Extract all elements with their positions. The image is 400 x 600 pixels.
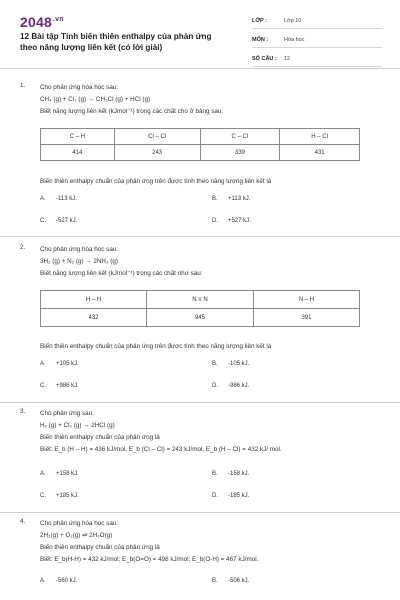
bond-energy-table (40, 290, 360, 327)
table-row (41, 309, 360, 327)
table-header-row (41, 291, 360, 309)
meta-value: 12 (284, 56, 291, 62)
question-body (40, 408, 380, 456)
question-intro: Cho phản ứng hóa học sau: (40, 520, 119, 527)
bond-energy-table (40, 128, 360, 161)
option-b[interactable] (212, 578, 249, 584)
question-intro: Cho phản ứng hóa học sau: (40, 84, 119, 91)
option-letter: A. (40, 471, 46, 477)
question-body (40, 518, 380, 566)
option-letter: B. (212, 361, 218, 367)
option-text: -113 kJ. (56, 196, 77, 202)
option-text: -560 kJ. (56, 578, 78, 584)
table-cell: 414 (41, 145, 115, 161)
option-letter: B. (212, 471, 218, 477)
option-text: -158 kJ. (228, 471, 250, 477)
option-text: -105 kJ. (228, 361, 250, 367)
option-letter: C. (40, 383, 46, 389)
table-cell: H – H (41, 291, 147, 309)
option-letter: B. (212, 578, 218, 584)
question-prompt: Biến thiên enthalpy chuẩn của phản ứng trên được tính theo năng lượng liên kết là (40, 343, 272, 350)
question-number: 2. (20, 244, 26, 251)
option-text: -527 kJ. (56, 218, 78, 224)
option-d[interactable] (212, 493, 249, 499)
question-intro: Cho phản ứng hóa học sau: (40, 246, 119, 253)
option-c[interactable] (40, 383, 79, 389)
table-cell: 243 (114, 145, 200, 161)
option-a[interactable] (40, 471, 79, 477)
table-cell: N – H (254, 291, 360, 309)
option-text: -986 kJ. (228, 383, 250, 389)
question-number: 3. (20, 408, 26, 415)
option-c[interactable] (40, 493, 79, 499)
logo-text: 2048 (20, 14, 52, 30)
table-cell: 431 (280, 145, 360, 161)
document-title: 12 Bài tập Tính biến thiên enthalpy của phản ứng theo năng lượng liên kết (có lời giải) (20, 32, 212, 52)
question-prompt: Biến thiên enthalpy chuẩn của phản ứng là (40, 544, 160, 551)
logo-suffix: .vn (52, 16, 64, 24)
meta-value: Hóa học (284, 37, 305, 43)
option-letter: D. (212, 383, 218, 389)
table-cell: H – Cl (280, 129, 360, 145)
option-text: +527 kJ. (228, 218, 251, 224)
option-text: +185 kJ. (56, 493, 79, 499)
option-text: +113 kJ. (228, 196, 251, 202)
document-meta (252, 14, 382, 71)
option-letter: D. (212, 218, 218, 224)
given-data: Biết: E_b (H – H) = 436 kJ/mol, E_b (Cl – Cl) = 243 kJ/mol, E_b (H – Cl) = 432 kJ/ mol. (40, 446, 282, 453)
option-b[interactable] (212, 361, 249, 367)
question-prompt: Biến thiên enthalpy chuẩn của phản ứng trên được tính theo năng lượng liên kết là (40, 178, 272, 185)
option-letter: B. (212, 196, 218, 202)
option-c[interactable] (40, 218, 77, 224)
meta-row-count (252, 52, 382, 67)
table-cell: C – H (41, 129, 115, 145)
option-letter: A. (40, 361, 46, 367)
meta-label: LỚP : (252, 18, 267, 24)
question-intro: Cho phản ứng sau: (40, 410, 94, 417)
question-prompt-wrap (40, 176, 380, 188)
option-a[interactable] (40, 578, 77, 584)
given-data: Biết năng lượng liên kết (kJmol⁻¹) trong các chất cho ở bảng sau: (40, 108, 224, 115)
header-divider (0, 68, 400, 69)
option-text: -506 kJ. (228, 578, 250, 584)
option-letter: D. (212, 493, 218, 499)
meta-value: Lớp 10 (284, 18, 302, 24)
option-a[interactable] (40, 196, 77, 202)
option-letter: A. (40, 578, 46, 584)
option-d[interactable] (212, 218, 251, 224)
table-cell: 391 (254, 309, 360, 327)
option-a[interactable] (40, 361, 79, 367)
option-letter: C. (40, 218, 46, 224)
meta-row-subject (252, 33, 382, 48)
question-number: 4. (20, 518, 26, 525)
meta-label: SỐ CÂU : (252, 56, 277, 62)
table-cell: 432 (41, 309, 147, 327)
reaction-equation: 2H₂(g) + O₂(g) ⇌ 2H₂O(g) (40, 532, 113, 539)
option-d[interactable] (212, 383, 249, 389)
question-divider (0, 402, 400, 403)
option-text: +986 kJ. (56, 383, 79, 389)
table-cell: 339 (200, 145, 280, 161)
reaction-equation: H₂ (g) + Cl₂ (g) → 2HCl (g) (40, 422, 115, 429)
question-prompt: Biến thiên enthalpy chuẩn của phản ứng là (40, 434, 160, 441)
option-b[interactable] (212, 196, 250, 202)
question-divider (0, 512, 400, 513)
meta-label: MÔN : (252, 37, 269, 43)
reaction-equation: CH₄ (g) + Cl₂ (g) → CH₃Cl (g) + HCl (g) (40, 96, 151, 103)
option-b[interactable] (212, 471, 249, 477)
meta-row-class (252, 14, 382, 29)
question-prompt-wrap (40, 341, 380, 353)
option-text: -185 kJ. (228, 493, 250, 499)
question-body (40, 82, 380, 118)
question-number: 1. (20, 82, 26, 89)
table-cell: 945 (146, 309, 253, 327)
given-data: Biết: E_b(H-H) = 432 kJ/mol; E_b(O=O) = 498 kJ/mol; E_b(O-H) = 467 kJ/mol. (40, 556, 259, 563)
option-text: +105 kJ. (56, 361, 79, 367)
table-header-row (41, 129, 360, 145)
reaction-equation: 3H₂ (g) + N₂ (g) → 2NH₃ (g) (40, 258, 118, 265)
table-row (41, 145, 360, 161)
option-letter: C. (40, 493, 46, 499)
question-body (40, 244, 380, 280)
given-data: Biết năng lượng liên kết (kJmol⁻¹) trong các chất như sau: (40, 270, 203, 277)
site-logo[interactable] (20, 14, 64, 30)
option-letter: A. (40, 196, 46, 202)
table-cell: N ≡ N (146, 291, 253, 309)
question-divider (0, 236, 400, 237)
option-text: +158 kJ. (56, 471, 79, 477)
table-cell: Cl – Cl (114, 129, 200, 145)
table-cell: C – Cl (200, 129, 280, 145)
